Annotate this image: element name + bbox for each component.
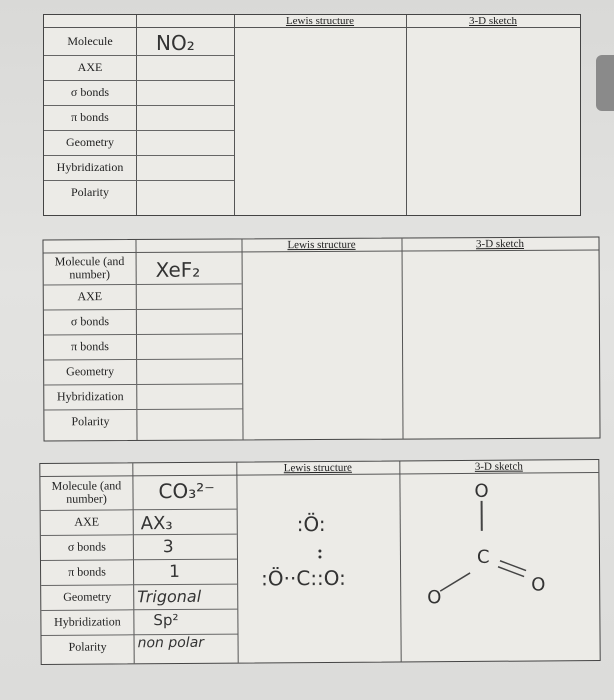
lewis-structure-area [241,239,403,440]
handwritten-molecule: NO₂ [156,31,195,55]
value-cell-axe [136,55,234,81]
row-label: Geometry [66,135,114,149]
handwritten-hybridization: Sp² [153,610,179,630]
sketch-right-oxygen: O [531,574,546,596]
row-sigma-bonds [44,80,136,106]
row-axe [44,284,136,310]
lewis-header: Lewis structure [287,238,356,252]
lewis-header: Lewis structure [283,461,352,475]
row-label: AXE [77,289,103,304]
row-molecule [44,27,136,56]
handwritten-polarity: non polar [137,634,205,652]
row-label: Polarity [71,185,109,199]
label-column [43,240,137,440]
row-label: Molecule [67,33,113,48]
handwritten-geometry: Trigonal [137,586,202,607]
lewis-header: Lewis structure [285,15,355,27]
row-polarity [44,180,136,205]
row-polarity [44,409,136,433]
row-label: AXE [74,514,100,529]
row-label: π bonds [71,110,109,124]
value-cell-sigma [136,80,234,106]
row-label: π bonds [71,339,109,354]
3d-sketch-drawing [399,472,599,661]
row-geometry [44,130,136,156]
value-cell-hybridization [136,383,242,410]
row-label: π bonds [68,564,106,579]
row-label: Hybridization [56,160,124,174]
row-label: Geometry [66,364,115,379]
row-label: σ bonds [70,314,110,329]
value-cell-sigma [136,308,242,335]
row-label: σ bonds [67,539,106,554]
row-label: σ bonds [70,85,110,99]
sketch-carbon: C [476,546,490,568]
row-label: Geometry [63,589,112,604]
value-cell-geometry [136,130,234,156]
handwritten-molecule: XeF₂ [155,257,201,282]
row-axe [44,55,136,81]
row-hybridization [44,155,136,181]
handwritten-pi: 1 [168,561,180,583]
row-label: Polarity [71,413,110,428]
value-cell-pi [136,105,234,131]
lewis-top-oxygen: :Ö: [296,511,326,537]
row-label: AXE [77,60,103,74]
sketch-header: 3-D sketch [469,15,517,27]
row-molecule [44,252,136,285]
value-cell-hybridization [136,155,234,181]
handwritten-sigma: 3 [162,537,174,558]
row-pi-bonds [44,105,136,131]
worksheet-table-co3 [39,459,600,665]
row-sigma-bonds [44,309,136,335]
row-hybridization [44,384,136,410]
worksheet-table-no2 [43,14,581,216]
row-label: Molecule (and number) [51,478,122,506]
row-label: Hybridization [56,389,124,404]
row-pi-bonds [44,334,136,360]
sketch-header: 3-D sketch [475,237,525,251]
lewis-structure-area [234,15,407,215]
row-label: Polarity [68,638,107,654]
row-label: Hybridization [54,614,121,629]
value-cell-pi [136,333,242,360]
value-cell-axe [136,283,242,310]
label-column [44,15,137,215]
handwritten-molecule: CO₃²⁻ [158,478,215,504]
value-cell-geometry [136,358,242,385]
sketch-left-oxygen: O [427,587,442,609]
worksheet-table-xef2 [42,237,600,442]
scroll-handle[interactable] [596,55,614,111]
sketch-top-oxygen: O [474,480,489,502]
lewis-bottom-row: :Ö··C::O: [261,565,346,591]
row-label: Molecule (and number) [54,254,125,282]
row-geometry [44,359,136,385]
sketch-header: 3-D sketch [474,460,523,473]
handwritten-axe: AX₃ [140,513,173,535]
